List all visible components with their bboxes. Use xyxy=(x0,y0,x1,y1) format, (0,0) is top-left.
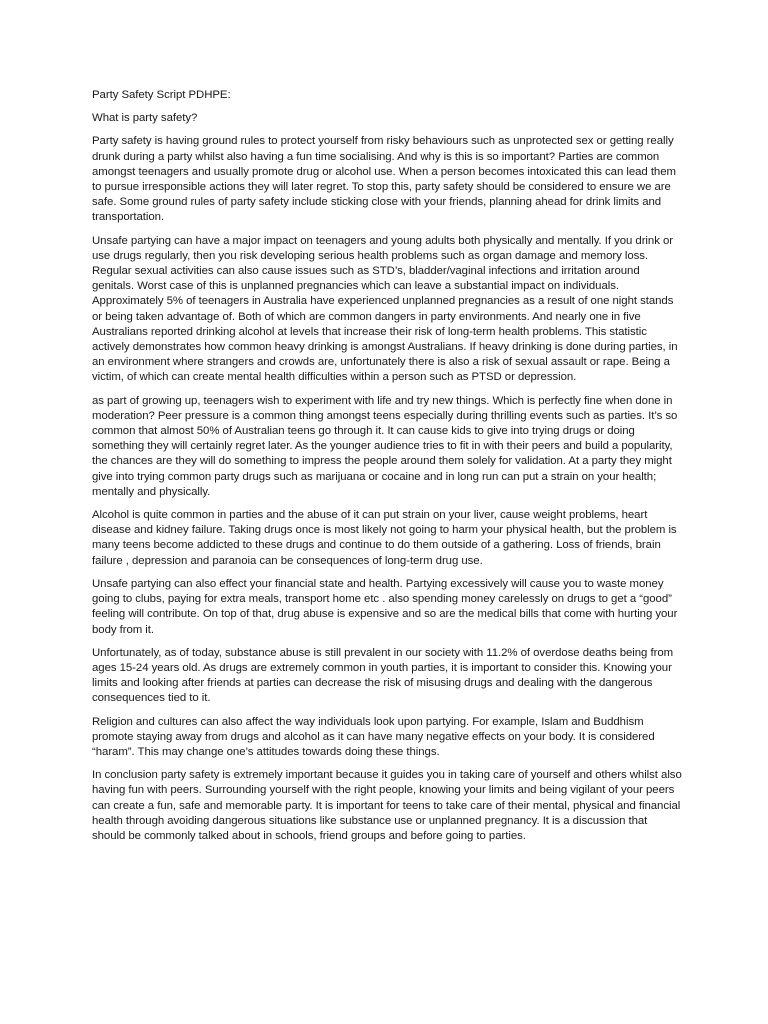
paragraph-religion-culture: Religion and cultures can also affect the way individuals look upon partying. For example, Islam and Buddhism promote staying away from drugs and alcohol as it can have many negative effects on your body. It is considered “haram”. This may change one’s attitudes towards doing these things. xyxy=(92,715,655,758)
paragraph-alcohol: Alcohol is quite common in parties and the abuse of it can put strain on your liver, cause weight problems, heart disease and kidney failure. Taking drugs once is most likely not going to harm your physical health, but the problem is many teens become addicted to these drugs and continue to do them outside of a gathering. Loss of friends, brain failure , depression and paranoia can be consequences of long-term drug use. xyxy=(92,509,677,567)
paragraph-substance-abuse: Unfortunately, as of today, substance abuse is still prevalent in our society with 11.2% of overdose deaths being from ages 15-24 years old. As drugs are extremely common in youth parties, it is important to consider this. Knowing your limits and looking after friends at parties can decrease the risk of misusing drugs and dealing with the dangerous consequences tied to it. xyxy=(92,646,674,705)
paragraph-peer-pressure: as part of growing up, teenagers wish to experiment with life and try new things. Which is perfectly fine when done in moderation? Peer pressure is a common thing amongst teens especially during thrilling events such as parties. It’s so common that almost 50% of Australian teens go through it. It can cause kids to give into trying drugs or doing something they will certainly regret later. As the younger audience tries to fit in with their peers and build a popularity, the chances are they will do something to impress the people around them solely for validation. At a party they might give into trying common party drugs such as marijuana or cocaine and in long run can put a strain on your health; mentally and physically. xyxy=(92,394,678,498)
document-title: Party Safety Script PDHPE: xyxy=(92,89,231,101)
paragraph-health-impact: Unsafe partying can have a major impact on teenagers and young adults both physically and mentally. If you drink or use drugs regularly, then you risk developing serious health problems such as organ damage and memory loss. Regular sexual activities can also cause issues such as STD’s, bladder/vaginal infections and irritation around genitals. Worst case of this is unplanned pregnancies which can leave a substantial impact on individuals. Approximately 5% of teenagers in Australia have experienced unplanned pregnancies as a result of one night stands or being taken advantage of. Both of which are common dangers in party environments. And nearly one in five Australians reported drinking alcohol at levels that increase their risk of long-term health problems. This statistic actively demonstrates how common heavy drinking is amongst Australians. If heavy drinking is done during parties, in an environment where strangers and crowds are, unfortunately there is also a risk of sexual assault or rape. Being a victim, of which can create mental health difficulties within a person such as PTSD or depression. xyxy=(92,234,678,384)
document-body xyxy=(92,88,682,852)
paragraph-intro: Party safety is having ground rules to protect yourself from risky behaviours such as unprotected sex or getting really drunk during a party whilst also having a fun time socialising. And why is this is so important? Parties are common amongst teenagers and usually promote drug or alcohol use. When a person becomes intoxicated this can lead them to pursue irresponsible actions they will later regret. To stop this, party safety should be considered to ensure we are safe. Some ground rules of party safety include sticking close with your friends, planning ahead for drink limits and transportation. xyxy=(92,135,676,224)
paragraph-conclusion: In conclusion party safety is extremely important because it guides you in taking care of yourself and others whilst also having fun with peers. Surrounding yourself with the right people, knowing your limits and being vigilant of your peers can create a fun, safe and memorable party. It is important for teens to take care of their mental, physical and financial health through avoiding dangerous situations like substance use or unplanned pregnancy. It is a discussion that should be commonly talked about in schools, friend groups and before going to parties. xyxy=(92,769,682,842)
section-question: What is party safety? xyxy=(92,112,198,125)
paragraph-financial: Unsafe partying can also effect your financial state and health. Partying excessively will cause you to waste money going to clubs, paying for extra meals, transport home etc . also spending money carelessly on drugs to get a “good” feeling will contribute. On top of that, drug abuse is expensive and so are the medical bills that come with hurting your body from it. xyxy=(92,577,678,636)
